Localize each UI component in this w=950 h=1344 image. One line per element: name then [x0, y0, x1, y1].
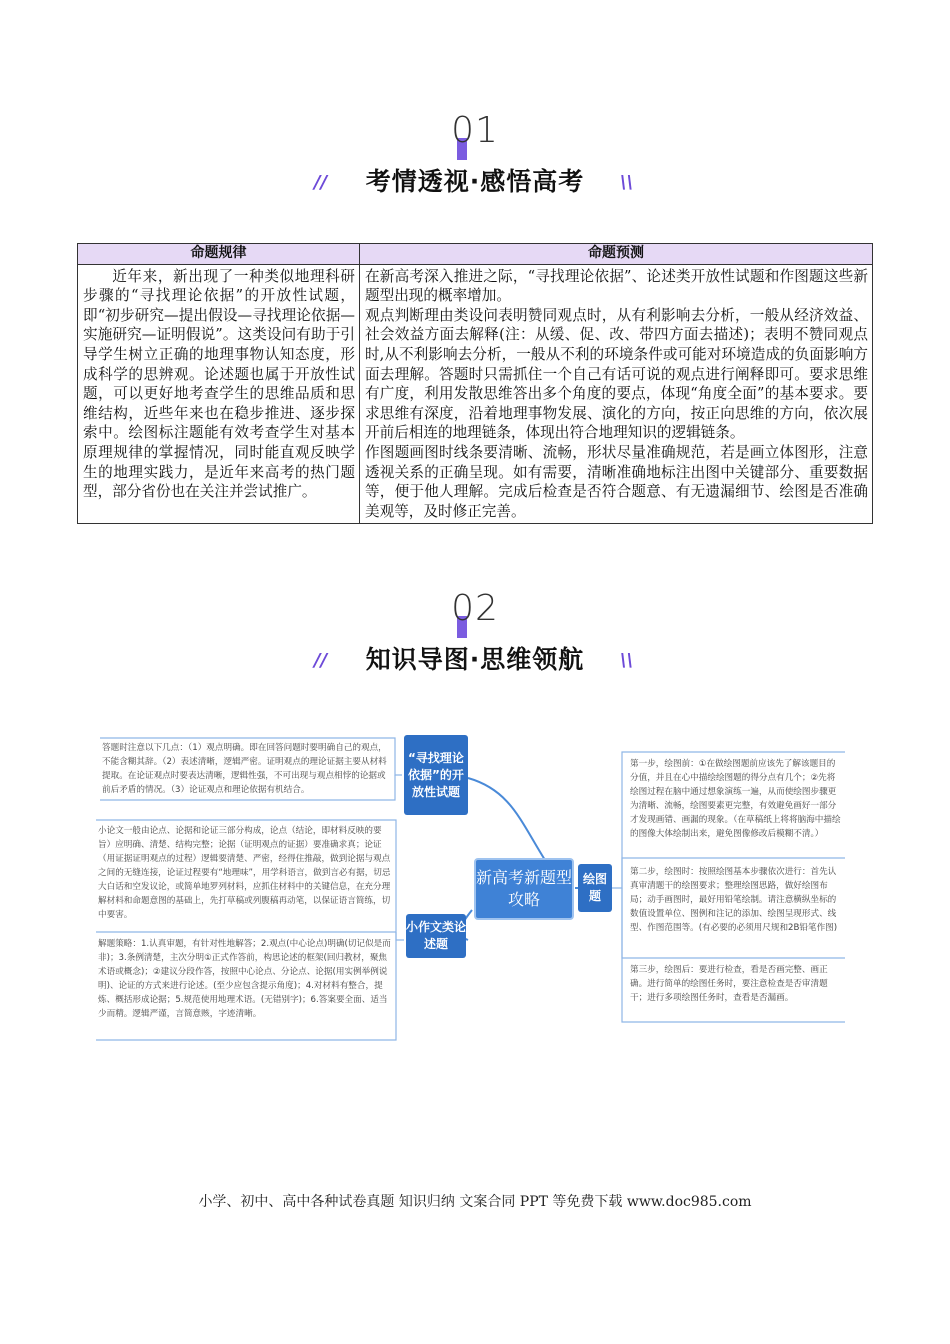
note-essay-structure: 小论文一般由论点、论据和论证三部分构成，论点（结论，即材料反映的要旨）应明确、清楚、结构完整；论据（证明观点的证据）要准确求真；论证（用证据证明观点的过程）逻辑要清楚、严密，经得住推敲，做到论据与观点之间的无缝连接，论证过程要有“地理味”，用学科语言，做到言必有据，切忌大白话和空发议论，或简单地罗列材料，应抓住材料中的关键信息，在充分理解材料和命题意图的基础上，先打草稿或列腹稿再动笔，以保证语言简练，切中要害。 [98, 826, 391, 920]
section-header-2 [0, 586, 950, 676]
node-theory-basis: “寻找理论依据”的开放性试题 [404, 735, 468, 815]
table-header-prediction: 命题预测 [360, 244, 873, 265]
slash-right: \\ [620, 172, 634, 193]
prediction-para-2: 观点判断理由类设问表明赞同观点时，从有利影响去分析，一般从经济效益、社会效益方面去解释(注：从缓、促、改、带四方面去描述)；表明不赞同观点时,从不利影响去分析，一般从不利的环境条件或可能对环境造成的负面影响方面去理解。答题时只需抓住一个自己有话可说的观点进行阐释即可。要求思维有广度，利用发散思维答出多个角度的要点，体现“角度全面”的基本要求。要求思维有深度，沿着地理事物发展、演化的方向，按正向思维的方向，依次展开前后相连的地理链条，体现出符合地理知识的逻辑链条。 [365, 306, 868, 442]
table-cell-pattern: 近年来，新出现了一种类似地理科研步骤的“寻找理论依据”的开放性试题，即“初步研究—提出假设—寻找理论依据—实施研究—证明假说”。这类设问有助于引导学生树立正确的地理事物认知态度，形成科学的思辨观。论述题也属于开放性试题，可以更好地考查学生的思维品质和思维结构，近些年来也在稳步推进、逐步探索中。绘图标注题能有效考查学生对基本原理规律的掌握情况，同时能直观反映学生的地理实践力，是近年来高考的热门题型，部分省份也在关注并尝试推广。 [78, 264, 360, 524]
note-draw-step3: 第三步，绘图后：要进行检查，看是否画完整、画正确。进行简单的绘图任务时，要注意检查是否审清题干；进行多项绘图任务时，查看是否漏画。 [630, 965, 828, 1003]
slash-left: // [314, 172, 328, 193]
note-theory: 答题时注意以下几点：（1）观点明确。即在回答问题时要明确自己的观点，不能含糊其辞。（2）表述清晰，逻辑严密。证明观点的理论证据主要从材料提取。在论证观点时要表达清晰，逻辑性强，不可出现与观点相悖的论据或前后矛盾的情况。（3）论证观点和理论依据有机结合。 [102, 743, 387, 795]
prediction-para-1: 在新高考深入推进之际，“寻找理论依据”、论述类开放性试题和作图题这些新题型出现的概率增加。 [365, 267, 868, 305]
table-header-pattern: 命题规律 [78, 244, 360, 265]
prediction-para-3: 作图题画图时线条要清晰、流畅，形状尽量准确规范，若是画立体图形，注意透视关系的正确呈现。如有需要，清晰准确地标注出图中关键部分、重要数据等，便于他人理解。完成后检查是否符合题意、有无遗漏细节、绘图是否准确美观等，及时修正完善。 [365, 443, 868, 520]
section-number: 02 [451, 588, 499, 629]
slash-right: \\ [620, 650, 634, 671]
section-title: 考情透视·感悟高考 [360, 162, 591, 198]
node-drawing: 绘图题 [578, 864, 612, 912]
note-draw-step1: 第一步，绘图前：①在做绘图题前应该先了解该题目的分值，并且在心中描绘绘图题的得分点有几个；②先将绘图过程在脑中通过想象演练一遍，从而使绘图步骤更为清晰、流畅，绘图要素更完整，有效避免画好一部分才发现画错、画漏的现象。（在草稿纸上将将脑海中描绘的图像大体绘制出来，避免图像修改后模糊不清。） [630, 759, 841, 839]
section-number: 01 [451, 110, 499, 151]
page-footer: 小学、初中、高中各种试卷真题 知识归纳 文案合同 PPT 等免费下载 www.doc985.com [198, 1194, 752, 1210]
slash-left: // [314, 650, 328, 671]
exam-analysis-table [77, 243, 873, 524]
section-title: 知识导图·思维领航 [360, 640, 591, 676]
mind-map-center: 新高考新题型攻略 [474, 858, 574, 920]
note-essay-strategy: 解题策略：1.认真审题，有针对性地解答；2.观点(中心论点)明确(切记似是而非)；3.条例清楚，主次分明①正式作答前，构思论述的框架(回归教材，聚焦术语或概念)；②建议分段作答，按照中心论点、分论点、论据(用实例举例说明)、论证的方式来进行论述。(至少应包含提示角度)；4.对材料有整合，提炼、概括形成论据；5.规范使用地理术语。(无错别字)；6.答案要全面、适当少而精。逻辑严谨，言简意赅，字迹清晰。 [98, 939, 391, 1019]
table-cell-prediction [360, 264, 873, 524]
note-draw-step2: 第二步，绘图时：按照绘图基本步骤依次进行：首先认真审清题干的绘图要求；整理绘图思路，做好绘图布局；动手画图时，最好用铅笔绘制。请注意横纵坐标的数值设置单位、图例和注记的添加、绘图呈现形式、线型、作图范围等。(有必要的必须用尺规和2B铅笔作图) [630, 867, 838, 933]
section-header-1 [0, 108, 950, 198]
node-essay: 小作文类论述题 [406, 914, 466, 958]
